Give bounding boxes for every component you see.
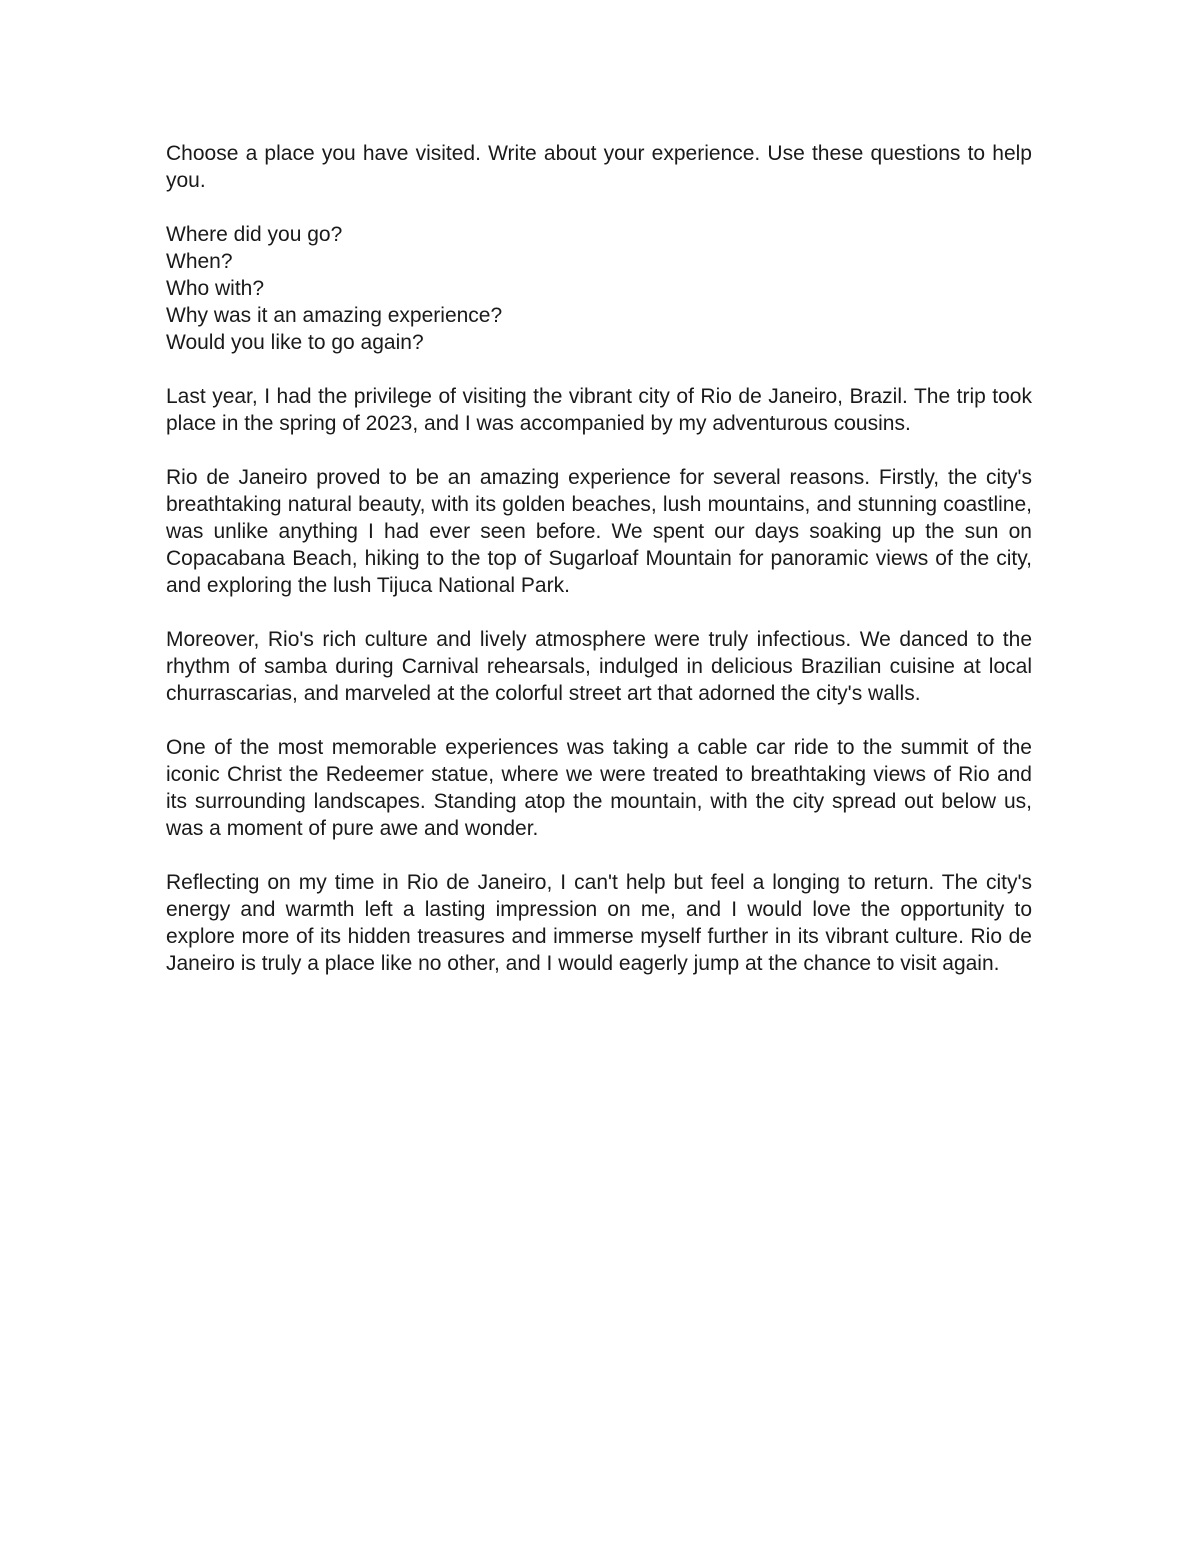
essay-paragraph: Reflecting on my time in Rio de Janeiro, I can't help but feel a longing to return. The city's energy and warmth left a lasting impression on me, and I would love the opportunity to explore more of its hidden treasures and immerse myself further in its vibrant culture. Rio de Janeiro is truly a place like no other, and I would eagerly jump at the chance to visit again. [166, 871, 1032, 975]
prompt-paragraph: Choose a place you have visited. Write about your experience. Use these questions to help you. [166, 142, 1032, 192]
question-item: Would you like to go again? [166, 331, 424, 354]
essay-paragraph: Rio de Janeiro proved to be an amazing experience for several reasons. Firstly, the city's breathtaking natural beauty, with its golden beaches, lush mountains, and stunning coastline, was unlike anything I had ever seen before. We spent our days soaking up the sun on Copacabana Beach, hiking to the top of Sugarloaf Mountain for panoramic views of the city, and exploring the lush Tijuca National Park. [166, 466, 1032, 597]
essay-paragraph: Last year, I had the privilege of visiting the vibrant city of Rio de Janeiro, Brazil. The trip took place in the spring of 2023, and I was accompanied by my adventurous cousins. [166, 385, 1032, 435]
question-item: Why was it an amazing experience? [166, 304, 503, 327]
question-list [166, 221, 1032, 356]
document-body [166, 140, 1032, 1004]
question-item: Where did you go? [166, 223, 343, 246]
essay-paragraph: Moreover, Rio's rich culture and lively atmosphere were truly infectious. We danced to the rhythm of samba during Carnival rehearsals, indulged in delicious Brazilian cuisine at local churrascarias, and marveled at the colorful street art that adorned the city's walls. [166, 628, 1032, 705]
question-item: Who with? [166, 277, 265, 300]
essay-paragraph: One of the most memorable experiences was taking a cable car ride to the summit of the iconic Christ the Redeemer statue, where we were treated to breathtaking views of Rio and its surrounding landscapes. Standing atop the mountain, with the city spread out below us, was a moment of pure awe and wonder. [166, 736, 1032, 840]
question-item: When? [166, 250, 233, 273]
